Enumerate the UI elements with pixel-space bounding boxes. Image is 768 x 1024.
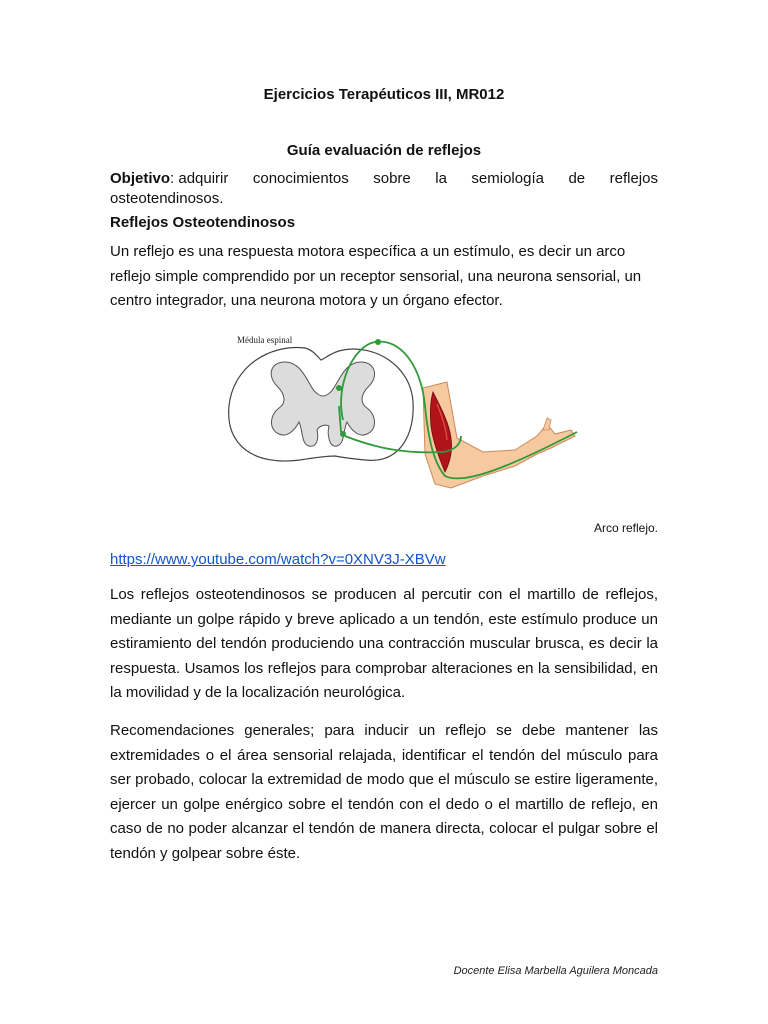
objective-word-6: de (568, 170, 586, 187)
document-subtitle: Guía evaluación de reflejos (286, 142, 482, 159)
objective-word-1-text: : adquirir (170, 170, 229, 187)
footer-author: Docente Elisa Marbella Aguilera Moncada (453, 965, 658, 977)
objective-word-7: reflejos (609, 170, 658, 187)
document-title: Ejercicios Terapéuticos III, MR012 (263, 86, 505, 103)
objective-line-2: osteotendinosos. (110, 190, 224, 207)
objective-label: Objetivo (110, 170, 171, 187)
figure-label-spinal-cord: Médula espinal (237, 335, 293, 345)
paragraph-definition: Un reflejo es una respuesta motora específica a un estímulo, es decir un arco reflejo simple comprendido por un receptor sensorial, una neurona sensorial, un centro integrador, una neurona motora y un órgano efector. (110, 243, 642, 309)
objective-paragraph (110, 169, 658, 209)
objective-line-1 (110, 169, 658, 189)
objective-word-1 (110, 169, 228, 189)
sensory-neuron-dot (375, 339, 381, 345)
integrator-dot-upper (336, 385, 342, 391)
integrator-dot-lower (340, 431, 346, 437)
paragraph-recommendations: Recomendaciones generales; para inducir un reflejo se debe mantener las extremidades o el área sensorial relajada, identificar el tendón del músculo para ser probado, colocar la extremidad de modo que el músculo se estire ligeramente, ejercer un golpe enérgico sobre el tendón con el dedo o el martillo de reflejo, en caso de no poder alcanzar el tendón de manera directa, colocar el pulgar sobre el tendón y golpear sobre éste. (110, 722, 658, 862)
objective-word-5: semiología (471, 170, 544, 187)
figure-caption: Arco reflejo. (593, 521, 658, 535)
objective-word-2: conocimientos (252, 170, 349, 187)
paragraph-reflexes: Los reflejos osteotendinosos se producen al percutir con el martillo de reflejos, mediante un golpe rápido y breve aplicado a un tendón, este estímulo produce un estiramiento del tendón produciendo una contracción muscular brusca, es decir la respuesta. Usamos los reflejos para comprobar alteraciones en la sensibilidad, en la movilidad y de la localización neurológica. (110, 586, 658, 701)
reflex-arc-figure (225, 326, 585, 494)
objective-word-3: sobre (373, 170, 411, 187)
youtube-link[interactable]: https://www.youtube.com/watch?v=0XNV3J-XBVw (110, 551, 446, 568)
section-heading: Reflejos Osteotendinosos (110, 214, 296, 231)
objective-word-4: la (435, 170, 447, 187)
